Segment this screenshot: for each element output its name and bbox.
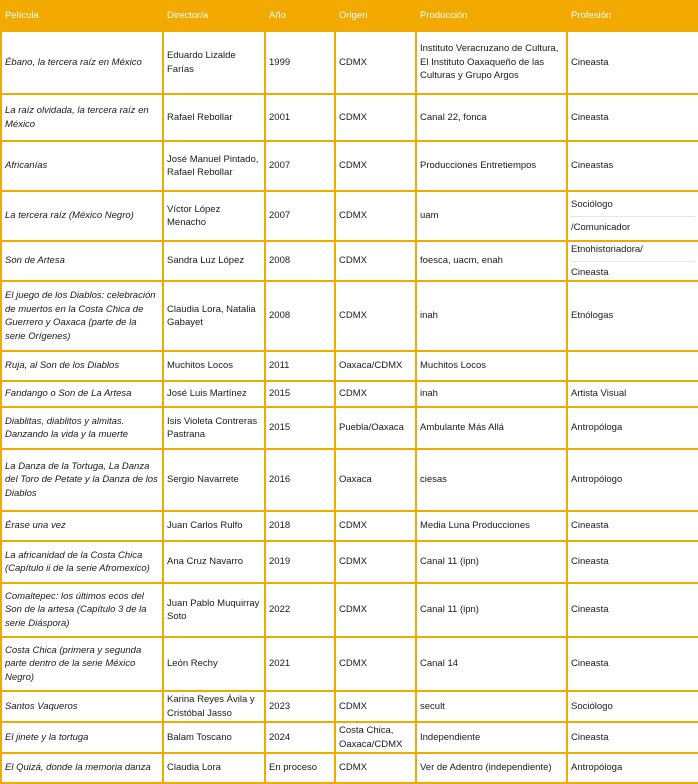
table-row [1,31,698,94]
cell-title: Ébano, la tercera raíz en México [1,31,163,94]
header-row [1,1,698,31]
table-row [1,583,698,637]
cell-origin: Oaxaca [335,449,416,511]
cell-director: Claudia Lora [163,753,265,783]
cell-production: ciesas [416,449,567,511]
cell-origin: CDMX [335,511,416,541]
cell-year: 2023 [265,691,335,722]
cell-origin: CDMX [335,281,416,351]
cell-director: Juan Pablo Muquirray Soto [163,583,265,637]
header-anio: Año [265,1,335,31]
cell-origin: CDMX [335,241,416,281]
cell-production: Canal 11 (ipn) [416,583,567,637]
cell-title: La raíz olvidada, la tercera raíz en México [1,94,163,141]
cell-director: José Luis Martínez [163,381,265,407]
cell-production: Media Luna Producciones [416,511,567,541]
cell-profession: Cineasta [567,722,698,753]
cell-director: Claudia Lora, Natalia Gabayet [163,281,265,351]
cell-director: Muchitos Locos [163,351,265,381]
cell-production: Ambulante Más Allá [416,407,567,449]
cell-director: Isis Violeta Contreras Pastrana [163,407,265,449]
header-profesion: Profesión [567,1,698,31]
cell-title: Costa Chica (primera y segunda parte dentro de la serie México Negro) [1,637,163,691]
cell-profession: Cineasta [567,583,698,637]
cell-production: Instituto Veracruzano de Cultura, El Instituto Oaxaqueño de las Culturas y Grupo Argos [416,31,567,94]
cell-production: Producciones Entretiempos [416,141,567,191]
header-director: Director/a [163,1,265,31]
cell-director: Eduardo Lizalde Farías [163,31,265,94]
cell-production: secult [416,691,567,722]
cell-year: 2021 [265,637,335,691]
cell-origin: CDMX [335,541,416,583]
profession-line: Sociólogo [571,199,613,210]
cell-title: Diablitas, diablitos y almitas. Danzando la vida y la muerte [1,407,163,449]
cell-profession: Etnólogas [567,281,698,351]
profession-line: Cineasta [571,261,695,280]
cell-director: Sergio Navarrete [163,449,265,511]
cell-year: 2022 [265,583,335,637]
profession-line: Etnohistoriadora/ [571,244,643,255]
cell-origin: Puebla/Oaxaca [335,407,416,449]
cell-origin: CDMX [335,31,416,94]
cell-origin: CDMX [335,94,416,141]
cell-profession [567,191,698,241]
cell-production: Independiente [416,722,567,753]
table-row [1,541,698,583]
table-row [1,351,698,381]
cell-title: Comaltepec: los últimos ecos del Son de la artesa (Capítulo 3 de la serie Diáspora) [1,583,163,637]
profession-line: /Comunicador [571,216,695,235]
cell-origin: CDMX [335,381,416,407]
cell-title: Érase una vez [1,511,163,541]
cell-production: Canal 22, fonca [416,94,567,141]
cell-year: 2008 [265,281,335,351]
cell-production: inah [416,381,567,407]
cell-profession: Cineastas [567,141,698,191]
cell-origin: Costa Chica, Oaxaca/CDMX [335,722,416,753]
cell-origin: CDMX [335,583,416,637]
cell-year: 1999 [265,31,335,94]
cell-production: Canal 11 (ipn) [416,541,567,583]
cell-year: 2015 [265,381,335,407]
cell-director: Sandra Luz López [163,241,265,281]
cell-profession: Sociólogo [567,691,698,722]
cell-profession: Cineasta [567,511,698,541]
cell-title: El juego de los Diablos: celebración de muertos en la Costa Chica de Guerrero y Oaxaca (parte de la serie Orígenes) [1,281,163,351]
cell-director: Rafael Rebollar [163,94,265,141]
header-produccion: Producción [416,1,567,31]
header-pelicula: Película [1,1,163,31]
cell-director: Juan Carlos Rulfo [163,511,265,541]
cell-title: La africanidad de la Costa Chica (Capítulo ii de la serie Afromexico) [1,541,163,583]
table-row [1,191,698,241]
cell-title: El Quizá, donde la memoria danza [1,753,163,783]
cell-profession: Cineasta [567,31,698,94]
cell-director: José Manuel Pintado, Rafael Rebollar [163,141,265,191]
cell-profession: Antropóloga [567,407,698,449]
cell-profession: Cineasta [567,94,698,141]
cell-year: 2016 [265,449,335,511]
cell-title: Son de Artesa [1,241,163,281]
cell-production: Muchitos Locos [416,351,567,381]
cell-origin: CDMX [335,637,416,691]
cell-production: inah [416,281,567,351]
table-row [1,407,698,449]
table-row [1,141,698,191]
table-row [1,691,698,722]
cell-year: 2007 [265,191,335,241]
cell-production: foesca, uacm, enah [416,241,567,281]
cell-year: 2024 [265,722,335,753]
cell-production: Canal 14 [416,637,567,691]
cell-year: 2018 [265,511,335,541]
table-row [1,381,698,407]
cell-profession: Cineasta [567,637,698,691]
cell-year: 2007 [265,141,335,191]
cell-origin: CDMX [335,753,416,783]
cell-profession: Antropóloga [567,753,698,783]
cell-profession: Artista Visual [567,381,698,407]
cell-director: Karina Reyes Ávila y Cristóbal Jasso [163,691,265,722]
cell-production: uam [416,191,567,241]
table-row [1,449,698,511]
cell-title: Africanías [1,141,163,191]
cell-year: 2001 [265,94,335,141]
cell-profession [567,351,698,381]
table-row [1,281,698,351]
cell-year: 2008 [265,241,335,281]
cell-title: Fandango o Son de La Artesa [1,381,163,407]
cell-title: La tercera raíz (México Negro) [1,191,163,241]
cell-origin: CDMX [335,191,416,241]
cell-production: Ver de Adentro (independiente) [416,753,567,783]
table-row [1,753,698,783]
cell-year: En proceso [265,753,335,783]
cell-title: El jinete y la tortuga [1,722,163,753]
cell-origin: CDMX [335,691,416,722]
table-row [1,511,698,541]
header-origen: Origen [335,1,416,31]
cell-director: Víctor López Menacho [163,191,265,241]
cell-title: Santos Vaqueros [1,691,163,722]
cell-profession [567,241,698,281]
cell-director: Balam Toscano [163,722,265,753]
cell-profession: Cineasta [567,541,698,583]
cell-director: León Rechy [163,637,265,691]
table-row [1,722,698,753]
cell-director: Ana Cruz Navarro [163,541,265,583]
cell-profession: Antropólogo [567,449,698,511]
cell-year: 2019 [265,541,335,583]
cell-year: 2015 [265,407,335,449]
cell-title: Ruja, al Son de los Diablos [1,351,163,381]
table-row [1,94,698,141]
cell-title: La Danza de la Tortuga, La Danza del Toro de Petate y la Danza de los Diablos [1,449,163,511]
cell-origin: Oaxaca/CDMX [335,351,416,381]
cell-origin: CDMX [335,141,416,191]
cell-year: 2011 [265,351,335,381]
table-row [1,637,698,691]
table-row [1,241,698,281]
